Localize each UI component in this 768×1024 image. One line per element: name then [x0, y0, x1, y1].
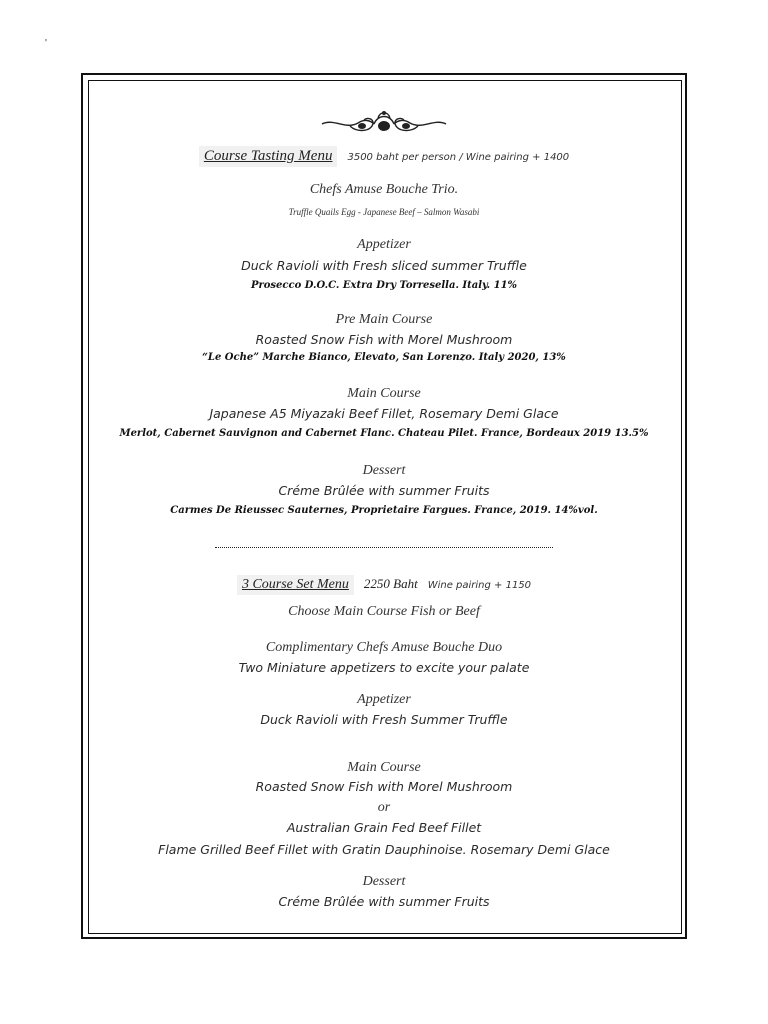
tasting-dessert-wine: Carmes De Rieussec Sauternes, Proprietaire Fargues. France, 2019. 14%vol.: [170, 505, 598, 516]
set-menu-dessert-dish: Créme Brûlée with summer Fruits: [278, 894, 490, 909]
tasting-appetizer-wine: Prosecco D.O.C. Extra Dry Torresella. Italy. 11%: [250, 280, 518, 291]
tasting-main-wine: Merlot, Cabernet Sauvignon and Cabernet Flanc. Chateau Pilet. France, Bordeaux 2019 13.5%: [119, 428, 649, 439]
set-menu-header: [88, 575, 680, 595]
stray-mark: ': [45, 38, 47, 49]
tasting-dessert-dish: Créme Brûlée with summer Fruits: [278, 483, 490, 498]
set-menu-amuse-desc: Two Miniature appetizers to excite your palate: [238, 660, 530, 675]
tasting-price: 3500 baht per person / Wine pairing + 1400: [347, 152, 570, 163]
set-menu-or: or: [377, 800, 391, 815]
set-menu-wine-pairing: Wine pairing + 1150: [427, 580, 532, 591]
tasting-amuse-items: Truffle Quails Egg - Japanese Beef – Salmon Wasabi: [288, 207, 480, 217]
tasting-appetizer-dish: Duck Ravioli with Fresh sliced summer Truffle: [241, 258, 527, 273]
tasting-title: Course Tasting Menu: [199, 146, 338, 167]
tasting-main-dish: Japanese A5 Miyazaki Beef Fillet, Rosemary Demi Glace: [209, 406, 559, 421]
tasting-pre-main-dish: Roasted Snow Fish with Morel Mushroom: [255, 332, 513, 347]
set-menu-choose: Choose Main Course Fish or Beef: [288, 604, 480, 619]
set-menu-main-option2: Australian Grain Fed Beef Fillet: [286, 820, 482, 835]
tasting-appetizer-heading: Appetizer: [357, 237, 411, 252]
tasting-pre-main-heading: Pre Main Course: [335, 312, 433, 327]
set-menu-main-heading: Main Course: [347, 760, 421, 775]
tasting-dessert-heading: Dessert: [362, 463, 406, 478]
tasting-amuse-heading: Chefs Amuse Bouche Trio.: [309, 182, 459, 197]
set-menu-main-option1: Roasted Snow Fish with Morel Mushroom: [255, 779, 513, 794]
set-menu-dessert-heading: Dessert: [362, 874, 406, 889]
ornament-flourish-icon: [320, 108, 448, 136]
set-menu-price: 2250 Baht: [363, 576, 418, 591]
tasting-main-heading: Main Course: [347, 386, 421, 401]
set-menu-main-option2-desc: Flame Grilled Beef Fillet with Gratin Dauphinoise. Rosemary Demi Glace: [158, 842, 610, 857]
tasting-pre-main-wine: “Le Oche” Marche Bianco, Elevato, San Lorenzo. Italy 2020, 13%: [202, 352, 566, 363]
section-divider: [215, 547, 553, 548]
set-menu-title: 3 Course Set Menu: [237, 575, 354, 595]
tasting-header: [88, 146, 680, 167]
set-menu-amuse-heading: Complimentary Chefs Amuse Bouche Duo: [265, 640, 503, 655]
set-menu-appetizer-heading: Appetizer: [357, 692, 411, 707]
set-menu-appetizer-dish: Duck Ravioli with Fresh Summer Truffle: [260, 712, 508, 727]
